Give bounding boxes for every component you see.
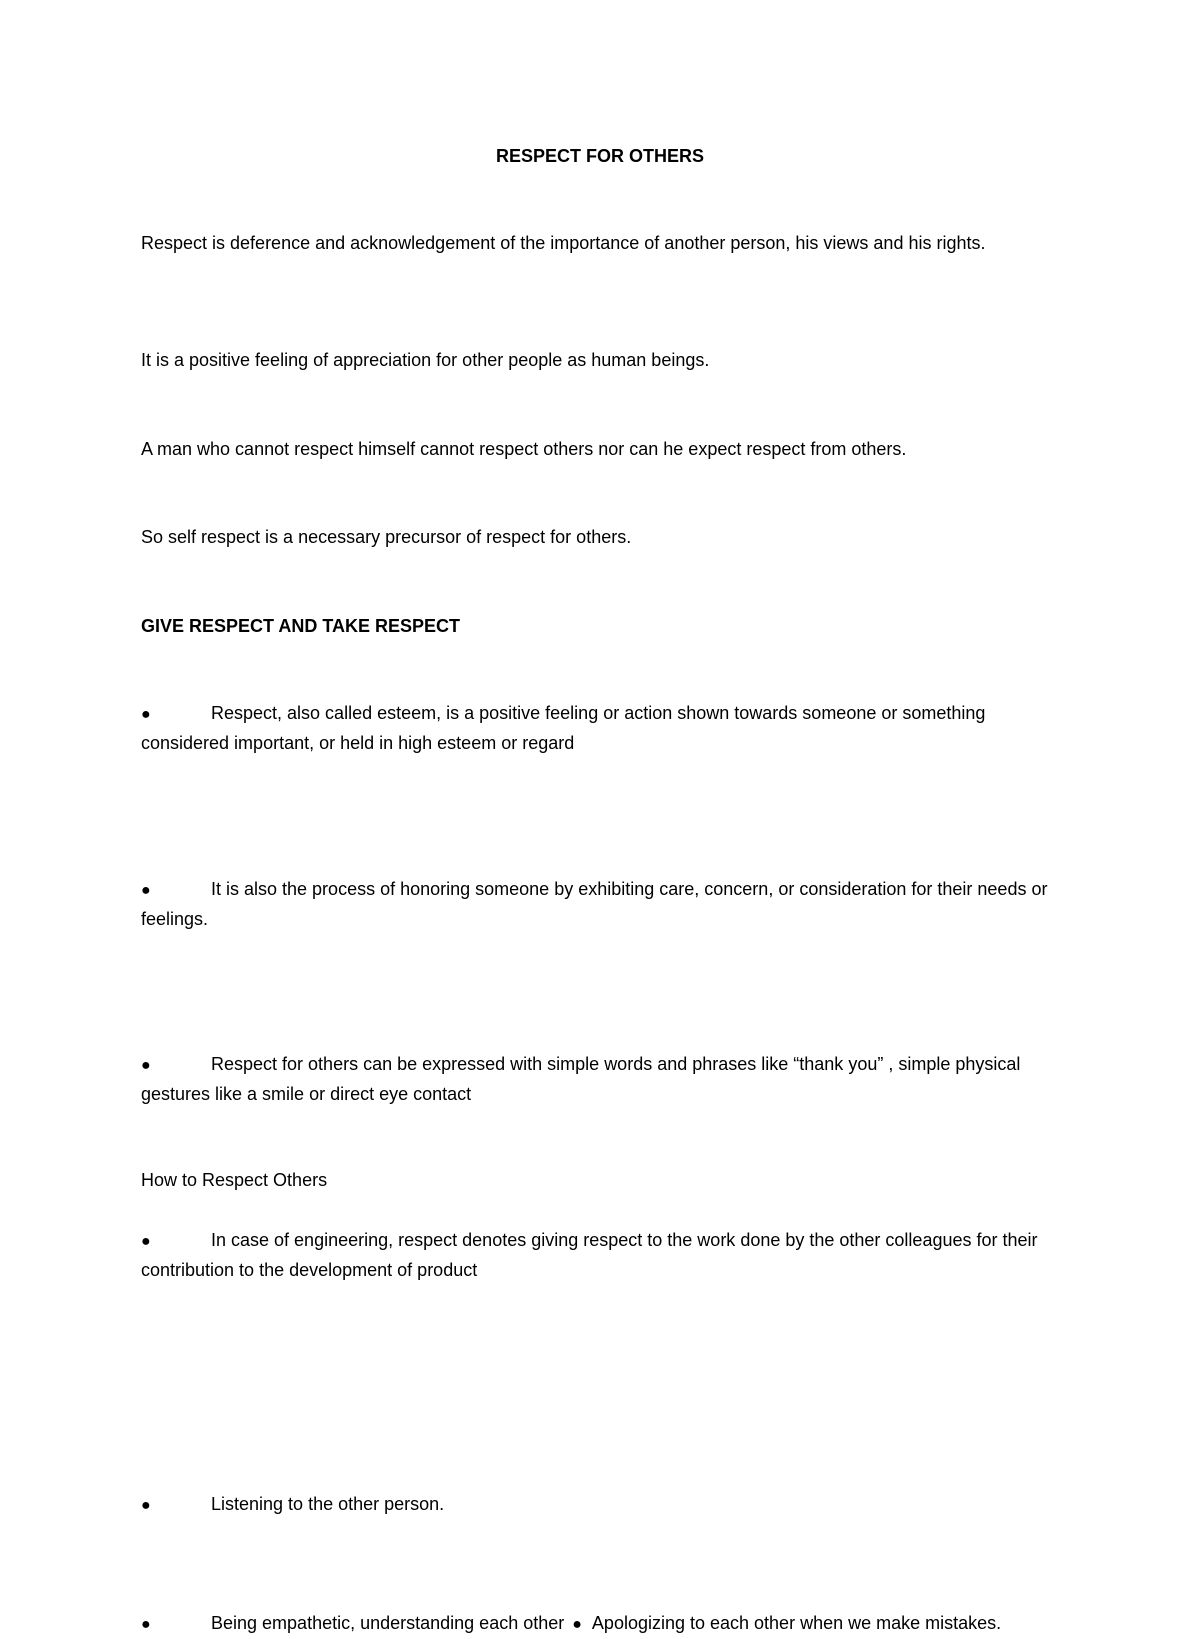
list-item-text: In case of engineering, respect denotes giving respect to the work done by the other colleagues for their contribution to the development of product (141, 1230, 1038, 1280)
bullet-icon: ● (141, 706, 151, 723)
section-heading-give-take: GIVE RESPECT AND TAKE RESPECT (141, 616, 461, 636)
list-item (141, 1609, 1061, 1639)
paragraph-positive-feeling: It is a positive feeling of appreciation for other people as human beings. (141, 350, 710, 370)
list-item (141, 699, 1061, 758)
paragraph-self-respect: A man who cannot respect himself cannot respect others nor can he expect respect from others. (141, 439, 907, 459)
bullet-icon: ● (141, 1057, 151, 1074)
list-item-text: Being empathetic, understanding each other (211, 1613, 565, 1633)
list-item-text: Respect, also called esteem, is a positive feeling or action shown towards someone or something considered important, or held in high esteem or regard (141, 703, 986, 753)
list-item (141, 1050, 1061, 1109)
list-item-text: Apologizing to each other when we make mistakes. (591, 1613, 1002, 1633)
bullet-icon: ● (572, 1616, 582, 1633)
bullet-icon: ● (141, 882, 151, 899)
list-item (141, 1490, 1061, 1520)
bullet-icon: ● (141, 1616, 151, 1633)
paragraph-precursor: So self respect is a necessary precursor of respect for others. (141, 527, 632, 547)
list-item (141, 875, 1061, 934)
list-item-text: Listening to the other person. (211, 1494, 445, 1514)
list-item-text: Respect for others can be expressed with simple words and phrases like “thank you” , simple physical gestures like a smile or direct eye contact (141, 1054, 1021, 1104)
section-heading-how-to: How to Respect Others (141, 1170, 328, 1190)
list-item-text: It is also the process of honoring someone by exhibiting care, concern, or consideration for their needs or feelings. (141, 879, 1048, 929)
list-item (141, 1226, 1061, 1285)
bullet-icon: ● (141, 1497, 151, 1514)
bullet-icon: ● (141, 1233, 151, 1250)
paragraph-definition: Respect is deference and acknowledgement of the importance of another person, his views and his rights. (141, 233, 986, 253)
document-title: RESPECT FOR OTHERS (495, 146, 705, 166)
